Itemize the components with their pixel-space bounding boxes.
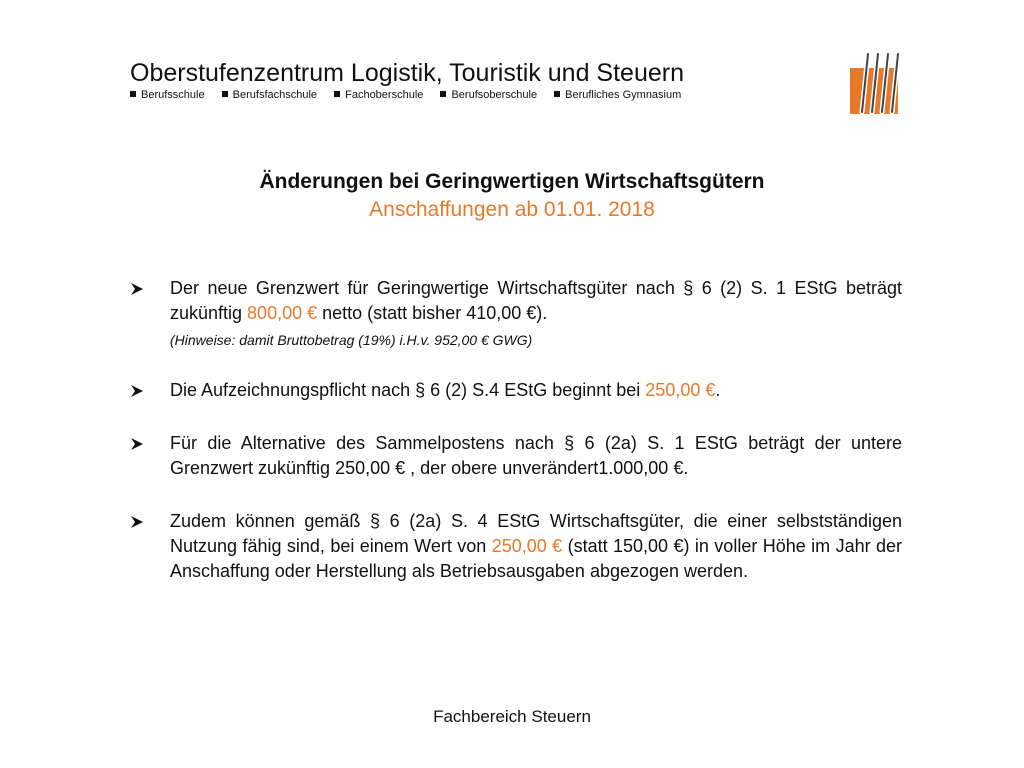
arrowhead-bullet-icon [130, 437, 144, 451]
bullet-list [130, 276, 902, 584]
square-bullet-icon [222, 91, 228, 97]
bullet-text: Für die Alternative des Sammelpostens nach § 6 (2a) S. 1 EStG beträgt der untere Grenzwert zukünftig 250,00 € , der obere unverändert1.000,00 €. [170, 433, 902, 478]
arrowhead-bullet-icon [130, 515, 144, 529]
square-bullet-icon [130, 91, 136, 97]
bullet-text: Der neue Grenzwert für Geringwertige Wirtschaftsgüter nach § 6 (2) S. 1 EStG beträgt zukünftig [170, 278, 902, 323]
school-type-item [440, 88, 537, 102]
highlight-value: 250,00 € [645, 380, 716, 400]
school-type-item [222, 88, 317, 102]
highlight-value: 250,00 € [491, 536, 563, 556]
school-name: Oberstufenzentrum Logistik, Touristik und Steuern [130, 59, 684, 87]
title-block [0, 168, 1024, 224]
bullet-text: Die Aufzeichnungspflicht nach § 6 (2) S.4 EStG beginnt bei [170, 380, 646, 400]
bullet-text: (statt 150,00 €) in voller Höhe im Jahr der Anschaffung oder Herstellung als Betriebsausgaben abgezogen werden. [170, 536, 903, 581]
school-type-label: Berufliches Gymnasium [565, 89, 682, 101]
school-type-label: Berufsfachschule [232, 89, 318, 101]
footer-department: Fachbereich Steuern [433, 707, 591, 726]
list-item [130, 276, 902, 350]
bullet-text: Zudem können gemäß § 6 (2a) S. 4 EStG Wirtschaftsgüter, die einer selbstständigen Nutzung fähig sind, bei einem Wert von [170, 511, 902, 556]
arrowhead-bullet-icon [130, 384, 144, 398]
highlight-value: 800,00 € [247, 303, 318, 323]
list-item [130, 378, 902, 403]
page-subtitle: Anschaffungen ab 01.01. 2018 [369, 198, 655, 221]
school-type-item [334, 88, 423, 102]
page-title: Änderungen bei Geringwertigen Wirtschaftsgütern [259, 170, 765, 193]
school-type-label: Berufsoberschule [451, 89, 538, 101]
square-bullet-icon [334, 91, 340, 97]
school-type-item [554, 88, 681, 102]
header [130, 58, 830, 102]
school-types [130, 88, 830, 102]
osz-striped-logo-icon [848, 52, 900, 116]
list-item [130, 509, 902, 584]
list-item [130, 431, 902, 481]
square-bullet-icon [554, 91, 560, 97]
square-bullet-icon [440, 91, 446, 97]
arrowhead-bullet-icon [130, 282, 144, 296]
hint-note: (Hinweise: damit Bruttobetrag (19%) i.H.v. 952,00 € GWG) [170, 332, 533, 348]
bullet-text: netto (statt bisher 410,00 €). [317, 303, 548, 323]
school-type-label: Fachoberschule [345, 89, 424, 101]
school-type-label: Berufsschule [141, 89, 205, 101]
bullet-text: . [715, 380, 721, 400]
school-type-item [130, 88, 205, 102]
